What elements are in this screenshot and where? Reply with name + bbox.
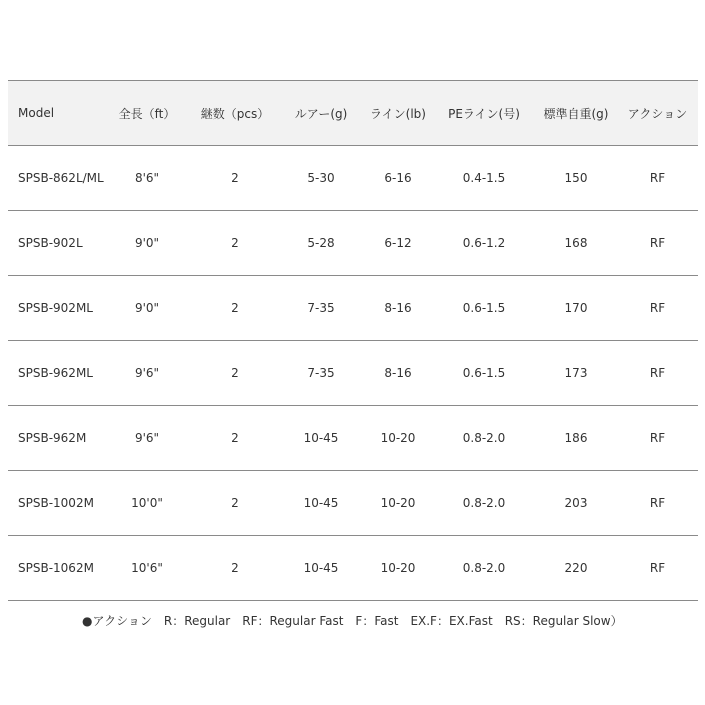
table-cell: 5-28 <box>279 211 363 276</box>
table-cell: 9'6" <box>103 341 191 406</box>
table-cell: 7-35 <box>279 341 363 406</box>
table-cell: 9'6" <box>103 406 191 471</box>
column-header: 全長（ft） <box>103 81 191 146</box>
column-header: アクション <box>617 81 698 146</box>
table-cell: 2 <box>191 146 279 211</box>
column-header: ライン(lb) <box>363 81 433 146</box>
table-cell: 168 <box>535 211 617 276</box>
table-cell: 10-20 <box>363 406 433 471</box>
table-cell: 0.6-1.5 <box>433 276 535 341</box>
table-cell: 0.6-1.5 <box>433 341 535 406</box>
table-row <box>8 341 698 406</box>
table-body <box>8 146 698 601</box>
table-cell: 10'6" <box>103 536 191 601</box>
table-row <box>8 276 698 341</box>
table-cell: 9'0" <box>103 211 191 276</box>
spec-table <box>8 80 698 601</box>
table-cell: 10'0" <box>103 471 191 536</box>
column-header: 継数（pcs） <box>191 81 279 146</box>
column-header: Model <box>8 81 103 146</box>
table-cell: 6-12 <box>363 211 433 276</box>
table-cell: 7-35 <box>279 276 363 341</box>
table-cell: 9'0" <box>103 276 191 341</box>
table-cell: 5-30 <box>279 146 363 211</box>
table-cell: 170 <box>535 276 617 341</box>
column-header: 標準自重(g) <box>535 81 617 146</box>
header-row <box>8 81 698 146</box>
table-cell: RF <box>617 146 698 211</box>
table-cell: 2 <box>191 211 279 276</box>
table-cell: SPSB-1002M <box>8 471 103 536</box>
table-cell: SPSB-902ML <box>8 276 103 341</box>
table-cell: RF <box>617 406 698 471</box>
table-cell: 8-16 <box>363 276 433 341</box>
table-cell: SPSB-962M <box>8 406 103 471</box>
table-cell: 0.8-2.0 <box>433 536 535 601</box>
table-cell: 10-20 <box>363 471 433 536</box>
table-cell: 0.4-1.5 <box>433 146 535 211</box>
table-cell: 2 <box>191 471 279 536</box>
table-cell: 186 <box>535 406 617 471</box>
table-cell: 10-45 <box>279 536 363 601</box>
table-cell: 0.8-2.0 <box>433 406 535 471</box>
table-row <box>8 146 698 211</box>
table-cell: SPSB-902L <box>8 211 103 276</box>
table-row <box>8 536 698 601</box>
table-cell: SPSB-962ML <box>8 341 103 406</box>
table-cell: 203 <box>535 471 617 536</box>
table-cell: 2 <box>191 276 279 341</box>
table-cell: 8-16 <box>363 341 433 406</box>
action-legend: ●アクション R：Regular RF：Regular Fast F：Fast EX.F：EX.Fast RS：Regular Slow） <box>82 614 623 628</box>
table-row <box>8 471 698 536</box>
table-cell: 10-20 <box>363 536 433 601</box>
table-cell: 10-45 <box>279 471 363 536</box>
table-cell: 6-16 <box>363 146 433 211</box>
column-header: ルアー(g) <box>279 81 363 146</box>
table-cell: SPSB-862L/ML <box>8 146 103 211</box>
table-cell: 2 <box>191 406 279 471</box>
table-cell: 10-45 <box>279 406 363 471</box>
table-cell: 173 <box>535 341 617 406</box>
table-cell: 220 <box>535 536 617 601</box>
table-cell: RF <box>617 211 698 276</box>
table-cell: RF <box>617 276 698 341</box>
table-cell: RF <box>617 341 698 406</box>
table-cell: RF <box>617 536 698 601</box>
table-cell: 8'6" <box>103 146 191 211</box>
table-row <box>8 211 698 276</box>
table-cell: RF <box>617 471 698 536</box>
table-cell: 2 <box>191 536 279 601</box>
table-cell: 2 <box>191 341 279 406</box>
table-cell: 0.8-2.0 <box>433 471 535 536</box>
table-row <box>8 406 698 471</box>
table-cell: 150 <box>535 146 617 211</box>
table-cell: 0.6-1.2 <box>433 211 535 276</box>
table-cell: SPSB-1062M <box>8 536 103 601</box>
column-header: PEライン(号) <box>433 81 535 146</box>
